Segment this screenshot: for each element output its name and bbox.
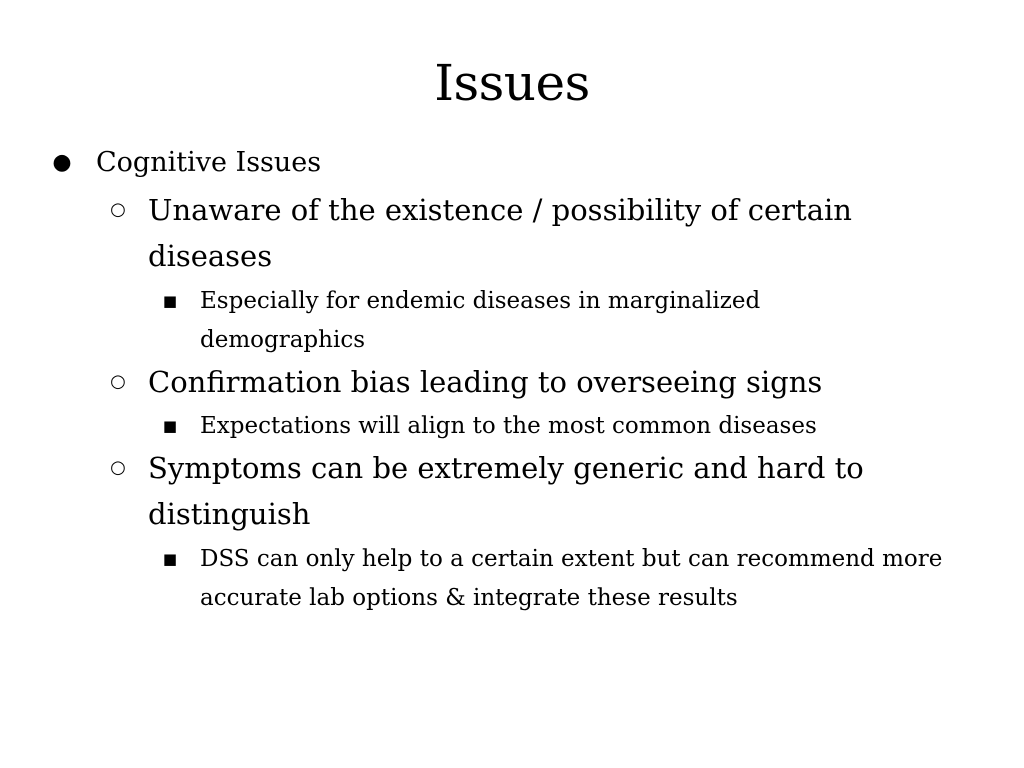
square-bullet-icon: ■ [162,417,178,435]
bullet-level-1 [52,140,976,186]
hollow-circle-bullet-icon: ○ [110,457,126,478]
bullet-level-2 [110,187,888,279]
bullet-level-3 [162,540,960,618]
bullet-text: Unaware of the existence / possibility of certain diseases [148,193,852,273]
bullet-text: Cognitive Issues [96,147,322,178]
bullet-level-3 [162,282,840,360]
bullet-text: Confirmation bias leading to overseeing signs [148,365,823,399]
square-bullet-icon: ■ [162,292,178,310]
bullet-text: DSS can only help to a certain extent but can recommend more accurate lab options & integrate these results [200,546,943,611]
slide-title: Issues [434,54,590,112]
filled-circle-bullet-icon: ● [52,150,72,175]
hollow-circle-bullet-icon: ○ [110,199,126,220]
square-bullet-icon: ■ [162,550,178,568]
bullet-text: Symptoms can be extremely generic and hard to distinguish [148,451,864,531]
bullet-level-2 [110,445,908,537]
bullet-level-3 [162,407,980,446]
bullet-level-2 [110,359,948,405]
bullet-text: Especially for endemic diseases in marginalized demographics [200,288,761,353]
hollow-circle-bullet-icon: ○ [110,371,126,392]
bullet-text: Expectations will align to the most common diseases [200,413,817,439]
